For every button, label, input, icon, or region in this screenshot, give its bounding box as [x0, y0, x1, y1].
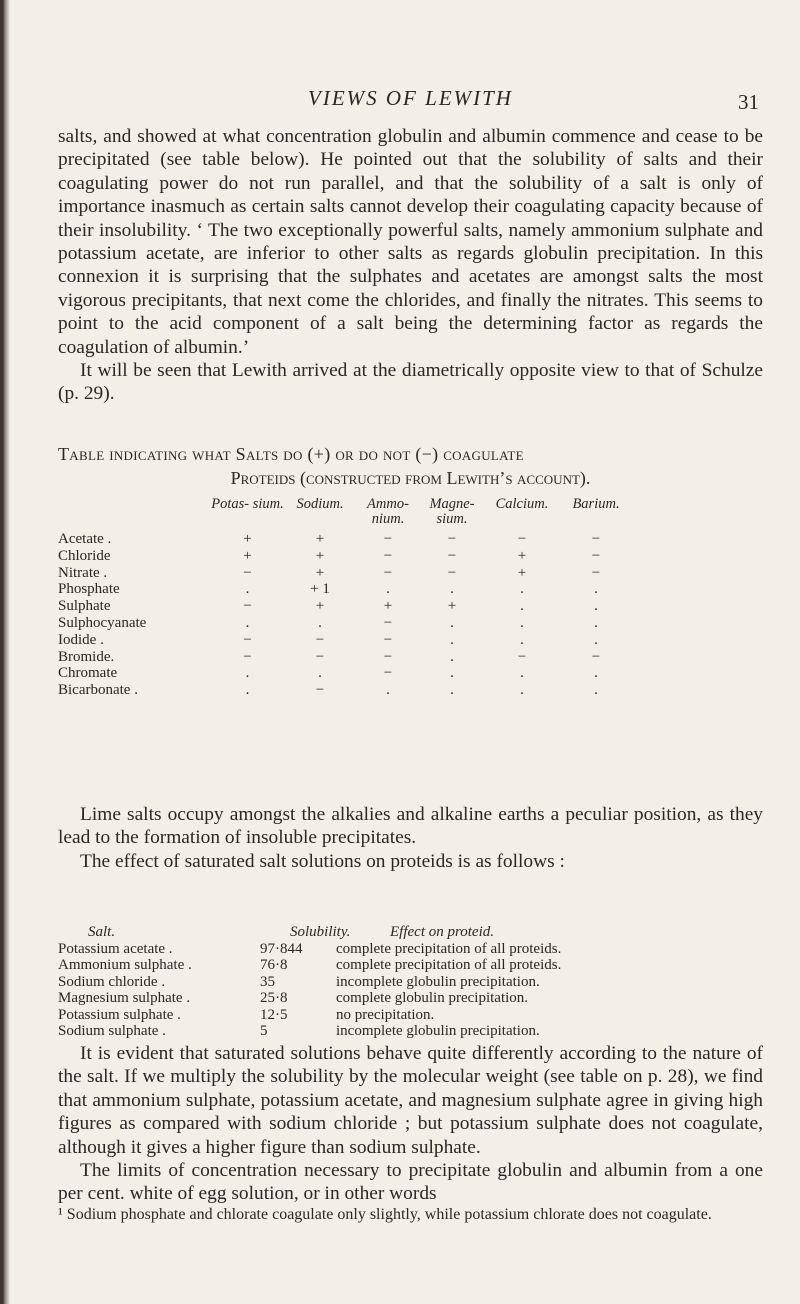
table-title-line-2: Proteids (constructed from Lewith’s account). — [230, 468, 591, 488]
col-header-effect: Effect on proteid. — [390, 924, 495, 940]
table-cell: . — [450, 614, 454, 631]
table-cell: − — [591, 547, 601, 564]
table-cell: + — [243, 531, 252, 547]
evident-paragraph: It is evident that saturated solutions behave quite differently according to the nature of the salt. If we multiply the solubility by the molecular weight (see table on p. 28), we find that ammonium sulphate, potassium acetate, and magnesium sulphate agree in giving high figures as compared with sodium chloride ; but potassium sulphate does not coagulate, although it gives a higher figure than sodium sulphate. — [58, 1043, 763, 1158]
table-cell: − — [517, 648, 527, 665]
table-cell: − — [383, 564, 393, 581]
table-row — [58, 957, 763, 974]
row-label: Sulphocyanate — [58, 614, 147, 631]
col-header: Sodium. — [296, 496, 344, 512]
effect-text: incomplete globulin precipitation. — [336, 973, 540, 990]
coagulation-table — [58, 497, 631, 699]
table-cell: . — [450, 631, 454, 648]
table-row — [58, 548, 631, 565]
table-cell: − — [383, 648, 393, 665]
table-cell: − — [383, 531, 393, 547]
row-label: Sulphate — [58, 598, 111, 615]
table-cell: − — [243, 598, 252, 615]
table-cell: − — [591, 531, 601, 547]
effect-text: complete globulin precipitation. — [336, 990, 529, 1006]
table-cell: − — [383, 614, 393, 631]
table-cell: + — [517, 564, 527, 581]
page-header — [58, 86, 763, 116]
table-row — [58, 1023, 763, 1040]
col-header: Calcium. — [495, 496, 549, 512]
salt-name: Magnesium sulphate . — [58, 990, 191, 1006]
table-cell: . — [450, 665, 454, 682]
table-cell: − — [447, 531, 457, 547]
limits-paragraph: The limits of concentration necessary to precipitate globulin and albumin from a one per cent. white of egg solution, or in other words — [58, 1160, 763, 1205]
table-row — [58, 632, 631, 649]
table-row — [58, 682, 631, 699]
table-cell: − — [315, 682, 325, 699]
table-cell: . — [520, 665, 524, 682]
salt-name: Sodium sulphate . — [58, 1023, 166, 1039]
table-cell: − — [383, 665, 393, 682]
table-cell: + — [315, 547, 325, 564]
salt-name: Potassium acetate . — [58, 940, 173, 957]
table-cell: . — [594, 682, 598, 699]
page-edge-shadow — [0, 0, 10, 1304]
lime-paragraph: Lime salts occupy amongst the alkalies and alkaline earths a peculiar position, as they lead to the formation of insoluble precipitates. — [58, 804, 763, 849]
table-cell: + 1 — [310, 581, 330, 598]
row-label: Iodide . — [58, 631, 104, 648]
table-cell: − — [447, 564, 457, 581]
table-cell: . — [594, 614, 598, 631]
solubility-value: 25·8 — [260, 990, 288, 1006]
table-cell: − — [243, 648, 252, 665]
row-label: Nitrate . — [58, 564, 108, 581]
col-header: Ammo- nium. — [367, 496, 409, 527]
footnote: ¹ Sodium phosphate and chlorate coagulate only slightly, while potassium chlorate does not coagulate. — [58, 1205, 712, 1223]
running-title: VIEWS OF LEWITH — [308, 86, 513, 110]
table-cell: . — [520, 682, 524, 699]
table-cell: + — [447, 598, 457, 615]
table-cell: . — [245, 581, 250, 598]
salt-name: Sodium chloride . — [58, 973, 166, 990]
effect-text: complete precipitation of all proteids. — [336, 957, 562, 973]
solubility-value: 97·844 — [260, 940, 303, 957]
table-row — [58, 565, 631, 582]
table-row — [58, 531, 631, 548]
closing-block — [58, 1042, 763, 1223]
row-label: Acetate . — [58, 531, 112, 547]
table-cell: . — [450, 581, 454, 598]
table-cell: . — [594, 581, 598, 598]
solubility-value: 35 — [260, 973, 275, 990]
table-cell: . — [450, 682, 454, 699]
effect-text: no precipitation. — [336, 1006, 435, 1023]
table-cell: . — [594, 598, 598, 615]
table-cell: + — [243, 547, 252, 564]
table-cell: − — [243, 564, 252, 581]
table-row — [58, 598, 631, 615]
table-row — [58, 615, 631, 632]
solution-table-header — [58, 924, 763, 941]
solubility-value: 5 — [260, 1023, 268, 1039]
table-row — [58, 1007, 763, 1024]
table-cell: . — [520, 598, 524, 615]
table-cell: − — [591, 648, 601, 665]
table-cell: . — [245, 665, 250, 682]
table-cell: + — [315, 598, 325, 615]
table-cell: . — [520, 614, 524, 631]
table-cell: . — [520, 581, 524, 598]
table-title-line-1: Table indicating what Salts do (+) or do not (−) coagulate — [58, 444, 524, 464]
effect-intro: The effect of saturated salt solutions on proteids is as follows : — [80, 850, 565, 872]
solution-table — [58, 924, 763, 1040]
row-label: Phosphate — [58, 581, 120, 598]
table-row — [58, 649, 631, 666]
salt-name: Potassium sulphate . — [58, 1006, 181, 1023]
table-cell: . — [386, 581, 390, 598]
col-header-solubility: Solubility. — [290, 924, 351, 940]
table-cell: + — [315, 531, 325, 547]
table-cell: + — [383, 598, 393, 615]
effect-text: complete precipitation of all proteids. — [336, 940, 562, 957]
lewith-paragraph: It will be seen that Lewith arrived at the diametrically opposite view to that of Schulze (p. 29). — [58, 360, 763, 405]
table-cell: . — [245, 682, 250, 699]
table-cell: . — [386, 682, 390, 699]
col-header-salt: Salt. — [88, 924, 116, 940]
table-row — [58, 990, 763, 1007]
table-cell: − — [383, 547, 393, 564]
table-row — [58, 665, 631, 682]
intro-paragraph-block — [58, 125, 763, 406]
header-blank — [58, 497, 210, 531]
lime-block — [58, 803, 763, 873]
table-cell: − — [315, 648, 325, 665]
table-cell: − — [243, 631, 252, 648]
table-row — [58, 581, 631, 598]
row-label: Chloride — [58, 547, 111, 564]
row-label: Bicarbonate . — [58, 682, 138, 699]
table-cell: − — [591, 564, 601, 581]
solubility-value: 76·8 — [260, 957, 288, 973]
table-cell: − — [447, 547, 457, 564]
table-cell: − — [383, 631, 393, 648]
table-header-row — [58, 497, 631, 531]
table-cell: . — [245, 614, 250, 631]
row-label: Bromide. — [58, 648, 115, 665]
col-header: Barium. — [572, 496, 620, 512]
col-header: Potas- sium. — [211, 496, 284, 512]
solubility-value: 12·5 — [260, 1006, 288, 1023]
table-cell: . — [318, 665, 322, 682]
table-cell: − — [517, 531, 527, 547]
salt-name: Ammonium sulphate . — [58, 957, 192, 973]
intro-paragraph: salts, and showed at what concentration globulin and albumin commence and cease to be precipitated (see table below). He pointed out that the solubility of salts and their coagulating power do not run parallel, and that the solubility of a salt is only of importance inasmuch as certain salts cannot develop their coagulating capacity because of their insolubility. ‘ The two exceptionally powerful salts, namely ammonium sulphate and potassium acetate, are inferior to other salts as regards globulin precipitation. In this connexion it is surprising that the sulphates and acetates are amongst salts the most vigorous precipitants, that next come the chlorides, and finally the nitrates. This seems to point to the acid component of a salt being the determining factor as regards the coagulation of albumin.’ — [58, 126, 763, 358]
table-title — [58, 442, 763, 490]
page-number: 31 — [738, 90, 759, 114]
table-cell: + — [517, 547, 527, 564]
table-cell: . — [318, 614, 322, 631]
table-row — [58, 974, 763, 991]
table-cell: . — [520, 631, 524, 648]
table-cell: − — [315, 631, 325, 648]
col-header: Magne- sium. — [429, 496, 475, 527]
table-cell: . — [450, 648, 454, 665]
row-label: Chromate — [58, 665, 118, 682]
table-cell: . — [594, 631, 598, 648]
table-cell: + — [315, 564, 325, 581]
effect-text: incomplete globulin precipitation. — [336, 1023, 540, 1039]
table-row — [58, 941, 763, 958]
table-cell: . — [594, 665, 598, 682]
